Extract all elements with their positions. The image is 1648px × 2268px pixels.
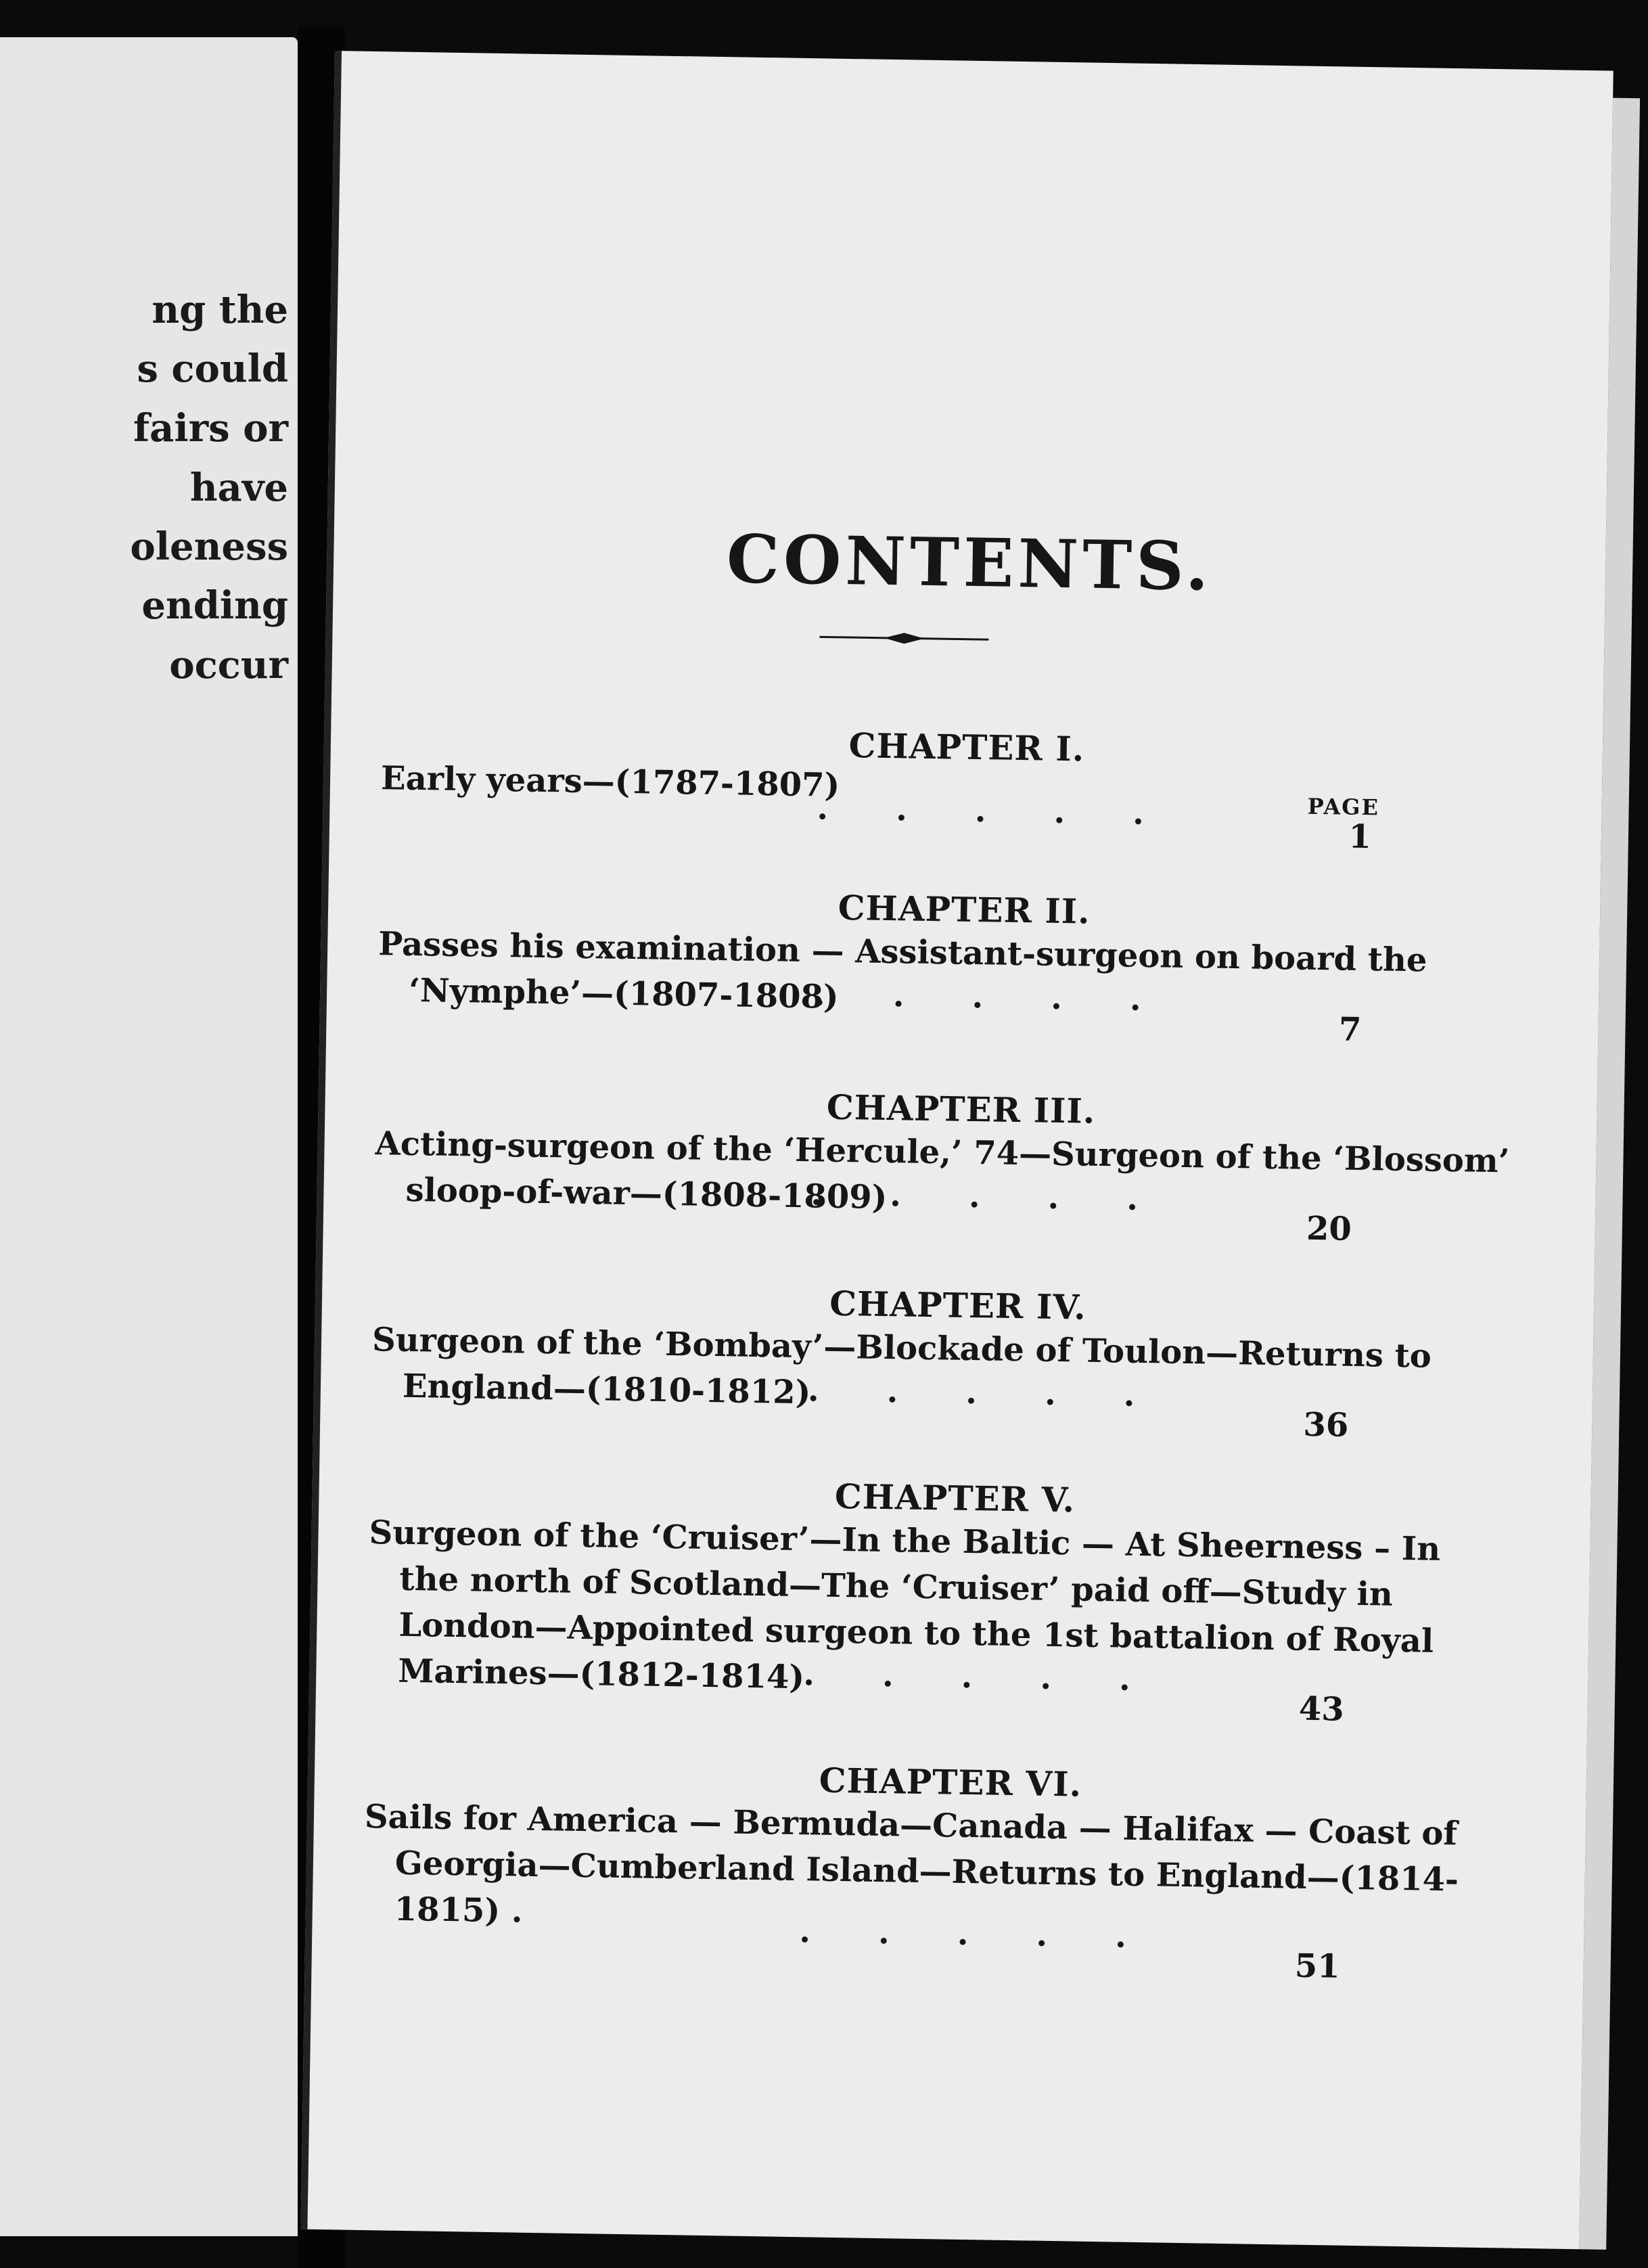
left-page-line: have	[189, 466, 288, 510]
entry-line: Surgeon of the ‘Bombay’—Blockade of Toulon—Returns to	[371, 1321, 1432, 1376]
entry-line: Marines—(1812-1814)	[397, 1652, 805, 1697]
left-page-line: oleness	[130, 524, 288, 569]
page-number: 43	[1298, 1689, 1345, 1729]
leader-dots: .....	[807, 1371, 1203, 1415]
leader-dots: .....	[810, 1175, 1206, 1219]
entry-line: Sails for America — Bermuda—Canada — Halifax — Coast of	[364, 1798, 1458, 1853]
entry-line: ‘Nymphe’—(1807-1808)	[408, 971, 840, 1016]
left-page-line: fairs or	[133, 406, 288, 451]
left-page-line: ending	[141, 583, 288, 628]
entry-line: the north of Scotland—The ‘Cruiser’ paid off—Study in	[399, 1560, 1394, 1614]
entry-line: sloop-of-war—(1808-1809)	[405, 1171, 888, 1217]
page-number: 1	[1348, 817, 1372, 857]
chapter-heading: CHAPTER II.	[838, 887, 1091, 932]
left-page-line: ng the	[152, 288, 288, 332]
left-facing-page	[0, 37, 298, 2236]
leader-dots: .....	[817, 789, 1212, 834]
leader-dots: .....	[798, 1912, 1195, 1957]
chapter-heading: CHAPTER I.	[848, 725, 1085, 769]
entry-line: Early years—(1787-1807)	[380, 759, 840, 804]
chapter-heading: CHAPTER IV.	[829, 1283, 1087, 1328]
entry-line: Georgia—Cumberland Island—Returns to England—(1814-	[394, 1844, 1459, 1899]
left-page-line: s could	[137, 346, 288, 391]
entry-line: Passes his examination — Assistant-surgeon on board the	[377, 925, 1427, 980]
entry-line: 1815) .	[394, 1890, 524, 1930]
page-column-label: PAGE	[1307, 793, 1380, 821]
page-title: CONTENTS.	[726, 520, 1214, 606]
leader-dots: .....	[802, 1655, 1199, 1700]
page-number: 7	[1338, 1010, 1362, 1049]
chapter-heading: CHAPTER VI.	[819, 1760, 1082, 1805]
entry-line: Surgeon of the ‘Cruiser’—In the Baltic — At Sheerness – In	[369, 1514, 1441, 1568]
page-number: 51	[1294, 1947, 1341, 1986]
entry-line: England—(1810-1812)	[402, 1367, 811, 1412]
entry-line: London—Appointed surgeon to the 1st battalion of Royal	[398, 1606, 1434, 1660]
leader-dots: .....	[813, 975, 1210, 1020]
contents-page	[300, 51, 1613, 2249]
entry-line: Acting-surgeon of the ‘Hercule,’ 74—Surgeon of the ‘Blossom’	[375, 1125, 1510, 1181]
left-page-line: occur	[169, 643, 288, 687]
page-number: 20	[1306, 1209, 1352, 1248]
ornament-rule-icon	[819, 630, 988, 646]
chapter-heading: CHAPTER V.	[834, 1476, 1076, 1520]
chapter-heading: CHAPTER III.	[826, 1087, 1096, 1131]
page-edge	[1579, 98, 1640, 2250]
page-number: 36	[1303, 1405, 1349, 1445]
